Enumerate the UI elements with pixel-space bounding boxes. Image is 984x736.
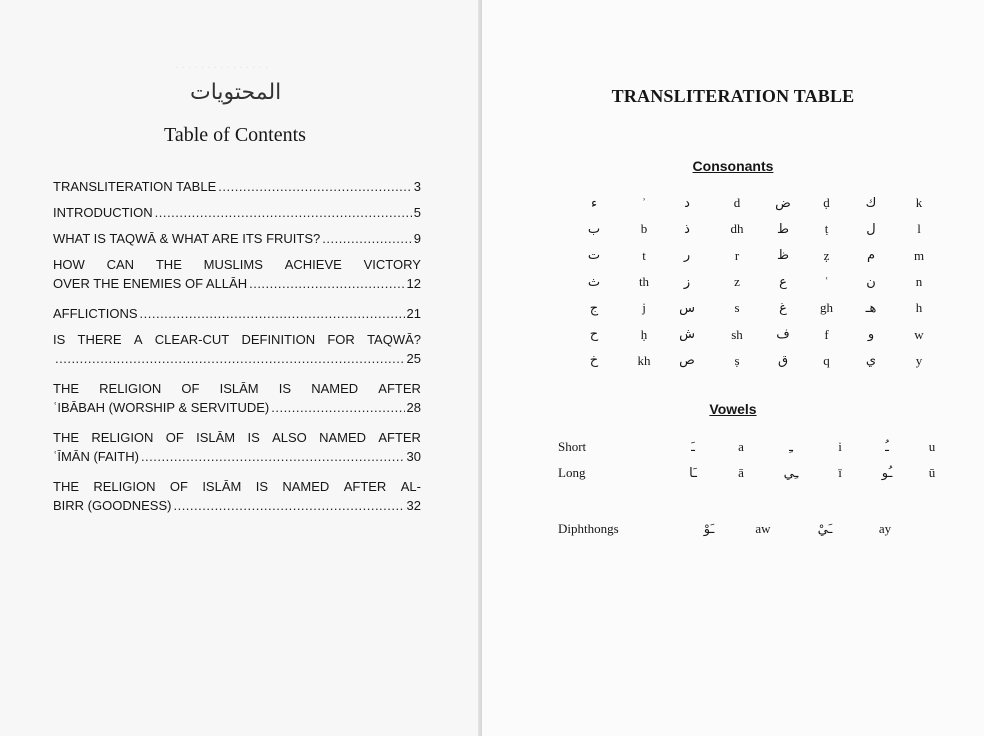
toc-word: IS bbox=[247, 430, 260, 445]
toc-line bbox=[53, 229, 421, 248]
arabic-letter: ض bbox=[775, 195, 791, 211]
toc-entry bbox=[53, 379, 421, 417]
toc-word: AL- bbox=[400, 479, 421, 494]
transliteration: ḍ bbox=[823, 195, 830, 211]
arabic-letter: و bbox=[867, 327, 875, 343]
vowel-transliteration: ū bbox=[928, 465, 936, 480]
toc-entry-title: TRANSLITERATION TABLE bbox=[53, 179, 217, 194]
toc-page-number: 12 bbox=[406, 276, 421, 291]
arabic-letter: ق bbox=[777, 353, 789, 369]
toc-leader-dots bbox=[322, 229, 412, 248]
toc-word: OF bbox=[169, 479, 188, 494]
toc-word: IS bbox=[255, 479, 268, 494]
transliteration: kh bbox=[637, 352, 651, 368]
arabic-vowel-mark: ـُ bbox=[885, 439, 889, 455]
transliteration: m bbox=[913, 247, 925, 263]
toc-leader-dots bbox=[140, 304, 405, 323]
toc-line bbox=[53, 203, 421, 222]
toc-word: ISLĀM bbox=[196, 430, 236, 445]
toc-title: Table of Contents bbox=[164, 124, 306, 146]
toc-page-number: 32 bbox=[406, 498, 421, 513]
arabic-letter: ع bbox=[779, 274, 787, 290]
vowels-heading: Vowels bbox=[709, 401, 757, 417]
toc-word: RELIGION bbox=[99, 381, 162, 396]
arabic-letter: خ bbox=[589, 353, 599, 369]
calligraphy-heading: المحتويات bbox=[190, 80, 282, 105]
toc-entry bbox=[53, 229, 421, 248]
arabic-letter: ز bbox=[683, 274, 691, 290]
toc-leader-dots bbox=[249, 274, 404, 293]
vowels-table bbox=[558, 434, 952, 542]
toc-line bbox=[53, 349, 421, 368]
arabic-vowel-mark: ـُو bbox=[881, 465, 893, 481]
left-page bbox=[0, 0, 482, 736]
toc-word: CAN bbox=[106, 257, 135, 272]
toc-page-number: 3 bbox=[413, 179, 421, 194]
transliteration: ẓ bbox=[823, 247, 830, 263]
transliteration: l bbox=[917, 221, 921, 237]
toc-word: RELIGION bbox=[91, 430, 154, 445]
toc-word: OF bbox=[165, 430, 184, 445]
transliteration: r bbox=[734, 247, 740, 263]
toc-page-number: 9 bbox=[413, 231, 421, 246]
toc-word: DEFINITION bbox=[241, 332, 316, 347]
transliteration: n bbox=[915, 274, 923, 290]
toc-word: AFTER bbox=[343, 479, 387, 494]
toc-leader-dots bbox=[271, 398, 404, 417]
toc-word: IS bbox=[278, 381, 292, 396]
transliteration: ʾ bbox=[641, 195, 647, 211]
consonants-heading: Consonants bbox=[692, 158, 774, 174]
transliteration: s bbox=[734, 300, 740, 316]
transliteration-title: TRANSLITERATION TABLE bbox=[611, 86, 855, 106]
toc-word: NAMED bbox=[311, 381, 359, 396]
toc-word: HOW bbox=[53, 257, 85, 272]
toc-word: FOR bbox=[327, 332, 355, 347]
toc-word: TAQWĀ? bbox=[367, 332, 421, 347]
transliteration: ʿ bbox=[824, 274, 829, 290]
arabic-vowel-mark: ـِ bbox=[789, 439, 793, 455]
toc-leader-dots bbox=[55, 349, 405, 368]
toc-word: ACHIEVE bbox=[284, 257, 342, 272]
toc-line bbox=[53, 255, 421, 274]
arabic-letter: ن bbox=[866, 274, 876, 290]
transliteration: d bbox=[733, 195, 741, 211]
toc-line bbox=[53, 447, 421, 466]
arabic-letter: ف bbox=[776, 327, 790, 343]
consonants-table bbox=[564, 190, 947, 374]
transliteration: t bbox=[642, 247, 646, 263]
right-page bbox=[482, 0, 984, 736]
transliteration: ḥ bbox=[640, 326, 648, 342]
long-label: Long bbox=[558, 465, 586, 480]
toc-entry bbox=[53, 477, 421, 515]
short-label: Short bbox=[558, 439, 587, 454]
toc-entry bbox=[53, 177, 421, 196]
arabic-letter: ص bbox=[679, 353, 695, 369]
arabic-vowel-mark: ـَوْ bbox=[703, 521, 715, 537]
toc-word: ALSO bbox=[272, 430, 307, 445]
transliteration: q bbox=[823, 352, 830, 368]
arabic-letter: ث bbox=[587, 274, 601, 290]
transliteration: j bbox=[642, 300, 646, 316]
transliteration: w bbox=[914, 326, 924, 342]
table-of-contents bbox=[53, 177, 421, 526]
arabic-vowel-mark: ـِي bbox=[783, 465, 799, 481]
arabic-letter: ء bbox=[590, 195, 598, 211]
vowel-row-long bbox=[558, 460, 952, 486]
transliteration: dh bbox=[730, 221, 744, 237]
arabic-letter: ل bbox=[866, 221, 876, 237]
vowel-transliteration: aw bbox=[755, 521, 771, 536]
toc-line bbox=[53, 274, 421, 293]
toc-line bbox=[53, 330, 421, 349]
transliteration: b bbox=[640, 221, 648, 237]
toc-entry bbox=[53, 304, 421, 323]
toc-word: THE bbox=[53, 430, 79, 445]
toc-page-number: 5 bbox=[413, 205, 421, 220]
vowel-transliteration: i bbox=[838, 439, 842, 454]
toc-leader-dots bbox=[155, 203, 412, 222]
transliteration: ṣ bbox=[734, 352, 740, 368]
toc-word: OF bbox=[181, 381, 200, 396]
toc-entry bbox=[53, 203, 421, 222]
toc-entry-title: BIRR (GOODNESS) bbox=[53, 498, 172, 513]
toc-word: NAMED bbox=[319, 430, 367, 445]
vowel-transliteration: ī bbox=[838, 465, 842, 480]
vowel-row-short bbox=[558, 434, 952, 460]
transliteration: y bbox=[915, 352, 923, 368]
toc-entry-title: AFFLICTIONS bbox=[53, 306, 138, 321]
toc-page-number: 25 bbox=[406, 351, 421, 366]
arabic-letter: ب bbox=[587, 221, 601, 237]
arabic-letter: ي bbox=[865, 353, 877, 369]
arabic-vowel-mark: ـَا bbox=[689, 465, 697, 481]
toc-entry-title: INTRODUCTION bbox=[53, 205, 153, 220]
toc-entry-title: WHAT IS TAQWĀ & WHAT ARE ITS FRUITS? bbox=[53, 231, 321, 246]
transliteration: gh bbox=[820, 300, 833, 316]
toc-word: THERE bbox=[77, 332, 122, 347]
toc-entry-title: ʿIBĀBAH (WORSHIP & SERVITUDE) bbox=[53, 400, 270, 415]
arabic-letter: س bbox=[679, 300, 695, 316]
toc-word: IS bbox=[53, 332, 66, 347]
arabic-letter: ذ bbox=[684, 221, 690, 237]
bleed-through-text: · · · · · · · · · · · · · · · bbox=[175, 62, 269, 74]
toc-line bbox=[53, 477, 421, 496]
diphthongs-label: Diphthongs bbox=[558, 521, 619, 536]
vowel-transliteration: a bbox=[738, 439, 744, 454]
toc-word: ISLĀM bbox=[202, 479, 242, 494]
toc-word: ISLĀM bbox=[219, 381, 259, 396]
toc-entry-title: ʿĪMĀN (FAITH) bbox=[53, 449, 139, 464]
toc-leader-dots bbox=[141, 447, 405, 466]
toc-word: THE bbox=[155, 257, 182, 272]
arabic-letter: هـ bbox=[865, 300, 877, 316]
toc-word: RELIGION bbox=[93, 479, 156, 494]
toc-word: THE bbox=[53, 381, 79, 396]
vowel-transliteration: ay bbox=[878, 521, 892, 536]
arabic-letter: د bbox=[684, 195, 690, 211]
toc-page-number: 30 bbox=[406, 449, 421, 464]
arabic-letter: ر bbox=[683, 248, 691, 264]
arabic-letter: ج bbox=[589, 300, 599, 316]
toc-word: AFTER bbox=[378, 381, 421, 396]
toc-entry bbox=[53, 428, 421, 466]
arabic-vowel-mark: ـَيْ bbox=[817, 521, 833, 537]
arabic-letter: ح bbox=[589, 327, 599, 343]
arabic-vowel-mark: ـَ bbox=[691, 439, 695, 455]
toc-word: AFTER bbox=[378, 430, 421, 445]
toc-entry bbox=[53, 330, 421, 368]
arabic-letter: ط bbox=[776, 221, 790, 237]
arabic-letter: ك bbox=[865, 195, 877, 211]
toc-entry-title: OVER THE ENEMIES OF ALLĀH bbox=[53, 276, 248, 291]
toc-word: THE bbox=[53, 479, 79, 494]
transliteration: th bbox=[638, 274, 650, 290]
toc-line bbox=[53, 428, 421, 447]
toc-word: CLEAR-CUT bbox=[154, 332, 230, 347]
toc-page-number: 28 bbox=[406, 400, 421, 415]
transliteration: ṭ bbox=[824, 221, 829, 237]
toc-line bbox=[53, 496, 421, 515]
toc-line bbox=[53, 379, 421, 398]
toc-word: MUSLIMS bbox=[203, 257, 263, 272]
vowel-row-diphthongs bbox=[558, 516, 952, 542]
vowel-transliteration: u bbox=[928, 439, 936, 454]
vowel-transliteration: ā bbox=[738, 465, 744, 480]
toc-word: VICTORY bbox=[363, 257, 421, 272]
toc-page-number: 21 bbox=[406, 306, 421, 321]
toc-word: A bbox=[133, 332, 143, 347]
toc-leader-dots bbox=[218, 177, 412, 196]
transliteration: z bbox=[734, 274, 740, 290]
toc-line bbox=[53, 398, 421, 417]
transliteration: f bbox=[824, 326, 829, 342]
transliteration: h bbox=[915, 300, 923, 316]
toc-leader-dots bbox=[173, 496, 404, 515]
toc-entry bbox=[53, 255, 421, 293]
toc-line bbox=[53, 177, 421, 196]
arabic-letter: غ bbox=[779, 300, 787, 316]
transliteration: sh bbox=[731, 326, 743, 342]
arabic-letter: ش bbox=[679, 327, 695, 343]
transliteration: k bbox=[915, 195, 923, 211]
arabic-letter: ت bbox=[587, 248, 601, 264]
toc-word: NAMED bbox=[282, 479, 330, 494]
arabic-letter: م bbox=[866, 248, 876, 264]
toc-line bbox=[53, 304, 421, 323]
arabic-letter: ظ bbox=[776, 248, 790, 264]
